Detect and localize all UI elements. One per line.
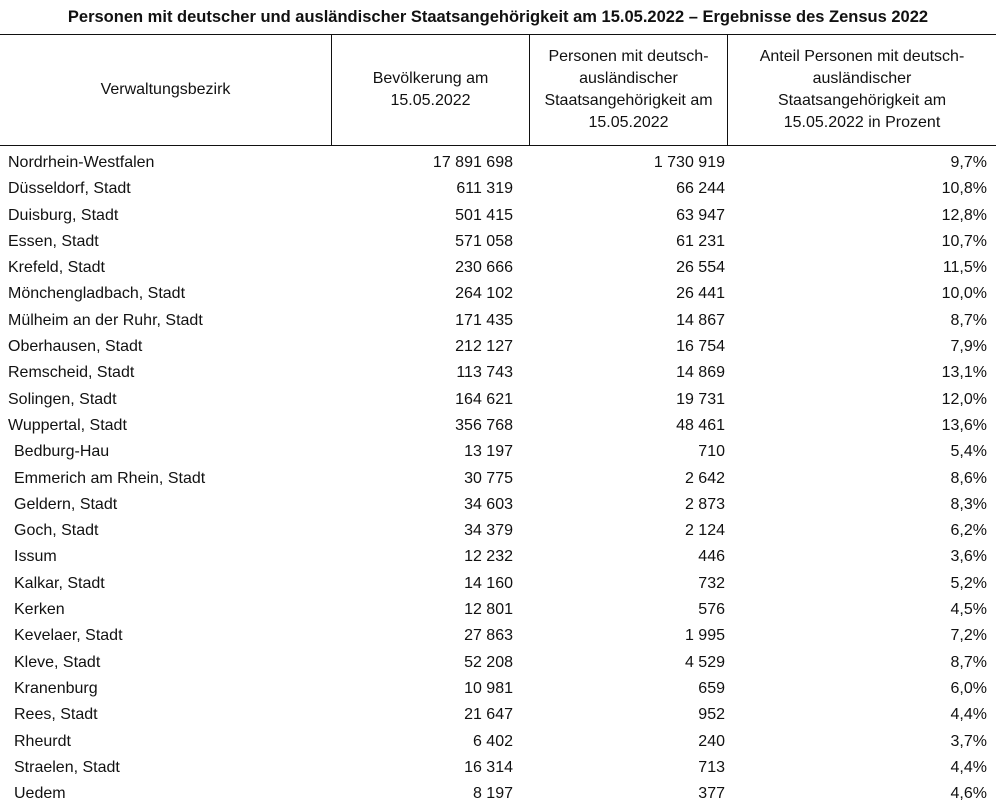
population-cell: 16 314	[464, 758, 513, 776]
district-name-cell: Geldern, Stadt	[14, 495, 118, 513]
table-row	[0, 150, 996, 176]
share-percent-cell: 9,7%	[950, 154, 987, 171]
dual-citizenship-cell: 14 869	[676, 364, 725, 382]
share-percent-cell: 8,7%	[950, 311, 987, 329]
district-name-cell: Essen, Stadt	[8, 232, 99, 250]
share-percent-cell: 4,4%	[950, 706, 987, 724]
dual-citizenship-cell: 61 231	[676, 232, 725, 250]
dual-citizenship-cell: 63 947	[676, 206, 725, 224]
dual-citizenship-cell: 48 461	[676, 416, 725, 434]
district-name-cell: Rheurdt	[14, 732, 71, 750]
table-row	[0, 281, 996, 307]
table-row	[0, 492, 996, 518]
table-row	[0, 781, 996, 807]
table-row	[0, 729, 996, 755]
district-name-cell: Goch, Stadt	[14, 522, 99, 540]
district-name-cell: Remscheid, Stadt	[8, 364, 135, 382]
population-cell: 30 775	[464, 469, 513, 487]
share-percent-cell: 13,1%	[941, 364, 987, 382]
table-row	[0, 623, 996, 649]
column-header-verwaltungsbezirk: Verwaltungsbezirk	[0, 35, 332, 145]
dual-citizenship-cell: 26 441	[676, 285, 725, 303]
share-percent-cell: 4,6%	[950, 785, 987, 803]
table-row	[0, 387, 996, 413]
population-cell: 14 160	[464, 574, 513, 592]
table-title: Personen mit deutscher und ausländischer Staatsangehörigkeit am 15.05.2022 – Ergebnisse des Zensus 2022	[67, 8, 929, 26]
population-cell: 264 102	[455, 285, 513, 303]
district-name-cell: Issum	[14, 548, 57, 566]
share-percent-cell: 7,9%	[950, 338, 987, 356]
table-body	[0, 150, 996, 807]
table-row	[0, 466, 996, 492]
district-name-cell: Düsseldorf, Stadt	[8, 180, 131, 198]
population-cell: 27 863	[464, 627, 513, 645]
share-percent-cell: 3,7%	[950, 732, 987, 750]
district-name-cell: Kleve, Stadt	[14, 653, 101, 671]
table-row	[0, 255, 996, 281]
district-name-cell: Duisburg, Stadt	[8, 206, 119, 224]
population-cell: 501 415	[455, 206, 513, 224]
table-row	[0, 334, 996, 360]
population-cell: 10 981	[464, 679, 513, 697]
population-cell: 171 435	[455, 311, 513, 329]
table-row	[0, 702, 996, 728]
table-row	[0, 439, 996, 465]
share-percent-cell: 11,5%	[942, 259, 987, 277]
dual-citizenship-cell: 576	[698, 601, 725, 619]
dual-citizenship-cell: 377	[698, 785, 725, 803]
dual-citizenship-cell: 26 554	[676, 259, 725, 277]
dual-citizenship-cell: 952	[698, 706, 725, 724]
dual-citizenship-cell: 1 730 919	[653, 154, 725, 171]
population-cell: 13 197	[464, 443, 513, 461]
table-row	[0, 755, 996, 781]
dual-citizenship-cell: 240	[698, 732, 725, 750]
population-cell: 34 603	[464, 495, 513, 513]
dual-citizenship-cell: 713	[698, 758, 725, 776]
population-cell: 571 058	[455, 232, 513, 250]
share-percent-cell: 12,8%	[941, 206, 987, 224]
table-row	[0, 413, 996, 439]
dual-citizenship-cell: 4 529	[684, 653, 725, 671]
table-row	[0, 518, 996, 544]
share-percent-cell: 10,8%	[941, 180, 987, 198]
share-percent-cell: 8,3%	[950, 495, 987, 513]
population-cell: 34 379	[464, 522, 513, 540]
dual-citizenship-cell: 732	[698, 574, 725, 592]
population-cell: 113 743	[456, 364, 513, 382]
population-cell: 12 801	[464, 601, 513, 619]
table-row	[0, 571, 996, 597]
district-name-cell: Kranenburg	[14, 679, 98, 697]
population-cell: 8 197	[472, 785, 513, 803]
column-header-dual-citizens: Personen mit deutsch- ausländischer Staatsangehörigkeit am 15.05.2022	[530, 35, 728, 145]
district-name-cell: Krefeld, Stadt	[8, 259, 105, 277]
share-percent-cell: 8,7%	[950, 653, 987, 671]
district-name-cell: Emmerich am Rhein, Stadt	[14, 469, 206, 487]
table-row	[0, 597, 996, 623]
dual-citizenship-cell: 1 995	[684, 627, 725, 645]
share-percent-cell: 4,5%	[950, 601, 987, 619]
district-name-cell: Solingen, Stadt	[8, 390, 117, 408]
district-name-cell: Mönchengladbach, Stadt	[8, 285, 186, 303]
district-name-cell: Straelen, Stadt	[14, 758, 120, 776]
table-row	[0, 676, 996, 702]
share-percent-cell: 5,4%	[950, 443, 987, 461]
district-name-cell: Nordrhein-Westfalen	[8, 154, 155, 171]
district-name-cell: Kerken	[14, 601, 65, 619]
district-name-cell: Oberhausen, Stadt	[8, 338, 143, 356]
share-percent-cell: 12,0%	[941, 390, 987, 408]
dual-citizenship-cell: 2 873	[684, 495, 725, 513]
dual-citizenship-cell: 19 731	[676, 390, 725, 408]
table-row	[0, 360, 996, 386]
dual-citizenship-cell: 16 754	[676, 338, 725, 356]
share-percent-cell: 10,7%	[941, 232, 987, 250]
table-row	[0, 176, 996, 202]
table-row	[0, 544, 996, 570]
dual-citizenship-cell: 446	[698, 548, 725, 566]
table-row	[0, 229, 996, 255]
dual-citizenship-cell: 659	[698, 679, 725, 697]
population-cell: 611 319	[456, 180, 513, 198]
population-cell: 356 768	[455, 416, 513, 434]
population-cell: 21 647	[464, 706, 513, 724]
dual-citizenship-cell: 2 124	[684, 522, 725, 540]
share-percent-cell: 5,2%	[950, 574, 987, 592]
district-name-cell: Bedburg-Hau	[14, 443, 110, 461]
table-row	[0, 650, 996, 676]
district-name-cell: Rees, Stadt	[14, 706, 98, 724]
share-percent-cell: 6,0%	[950, 679, 987, 697]
district-name-cell: Uedem	[14, 785, 66, 803]
district-name-cell: Wuppertal, Stadt	[8, 416, 127, 434]
share-percent-cell: 3,6%	[950, 548, 987, 566]
table-header	[0, 34, 996, 146]
share-percent-cell: 8,6%	[950, 469, 987, 487]
share-percent-cell: 13,6%	[941, 416, 987, 434]
population-cell: 230 666	[455, 259, 513, 277]
share-percent-cell: 10,0%	[941, 285, 987, 303]
dual-citizenship-cell: 2 642	[684, 469, 725, 487]
table-row	[0, 308, 996, 334]
dual-citizenship-cell: 66 244	[676, 180, 725, 198]
population-cell: 17 891 698	[432, 154, 513, 171]
district-name-cell: Kalkar, Stadt	[14, 574, 105, 592]
share-percent-cell: 6,2%	[950, 522, 987, 540]
share-percent-cell: 7,2%	[950, 627, 987, 645]
population-cell: 164 621	[455, 390, 513, 408]
population-cell: 6 402	[472, 732, 513, 750]
population-cell: 12 232	[464, 548, 513, 566]
table-row	[0, 203, 996, 229]
column-header-share-percent: Anteil Personen mit deutsch- ausländischer Staatsangehörigkeit am 15.05.2022 in Prozent	[759, 48, 965, 131]
share-percent-cell: 4,4%	[950, 758, 987, 776]
column-header-bevoelkerung: Bevölkerung am 15.05.2022	[332, 35, 530, 145]
district-name-cell: Mülheim an der Ruhr, Stadt	[8, 311, 203, 329]
population-cell: 52 208	[464, 653, 513, 671]
dual-citizenship-cell: 14 867	[676, 311, 725, 329]
district-name-cell: Kevelaer, Stadt	[14, 627, 123, 645]
dual-citizenship-cell: 710	[698, 443, 725, 461]
population-cell: 212 127	[455, 338, 513, 356]
